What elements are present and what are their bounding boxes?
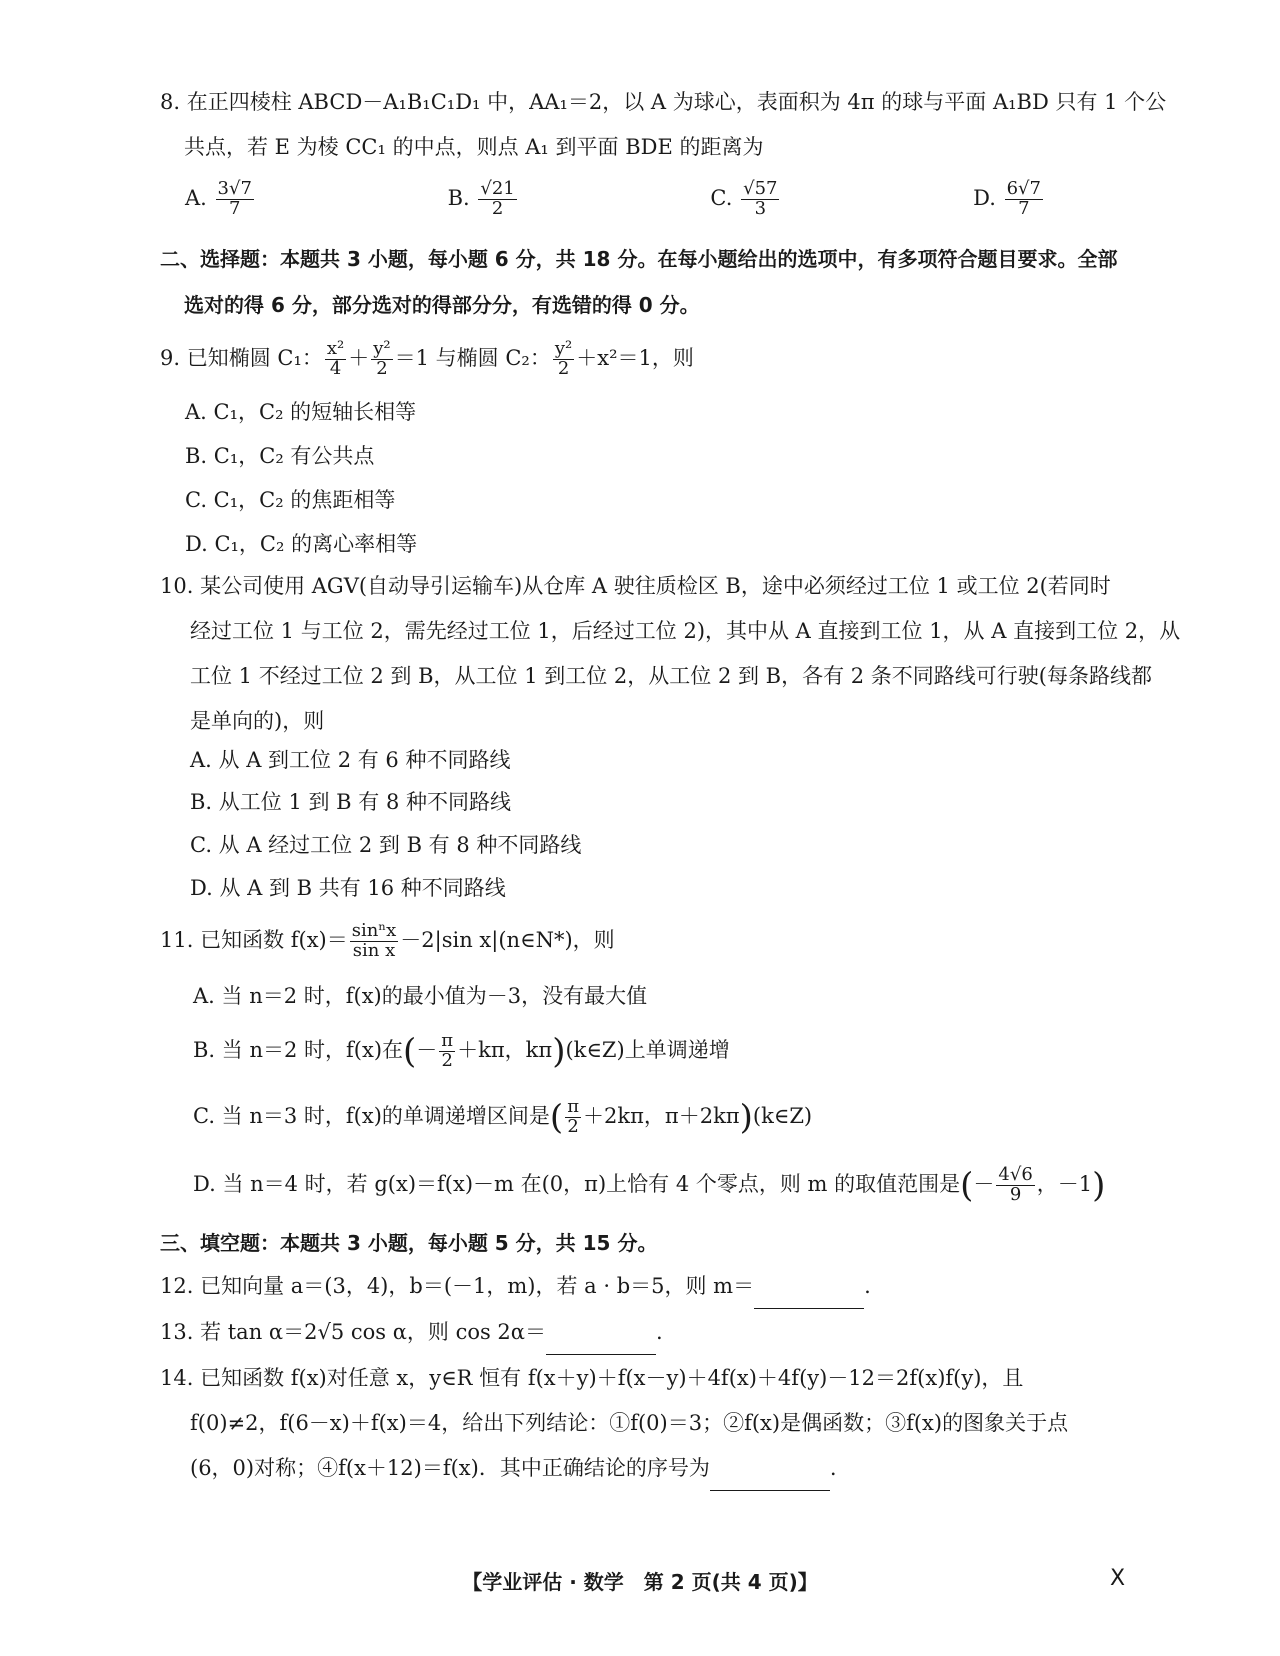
section-3-heading: 三、填空题：本题共 3 小题，每小题 5 分，共 15 分。 — [160, 1231, 658, 1255]
q10-option-a: A. 从 A 到工位 2 有 6 种不同路线 — [190, 748, 511, 772]
q8-options — [185, 180, 1045, 219]
question-9: 9. 已知椭圆 C₁： $\frac{\text{x²}}{4}$ ＋ $\frac{\text{y²}}{2}$ ＝1 与椭圆 C₂： $\frac{\text{y²}}{2}$ ＋x²＝1，则 — [160, 338, 694, 379]
question-12: 12. 已知向量 a＝(3，4)，b＝(－1，m)，若 a · b＝5，则 m＝ . — [160, 1264, 1140, 1309]
q9-option-a: A. C₁，C₂ 的短轴长相等 — [185, 400, 417, 424]
question-8 — [160, 80, 1167, 170]
q9-option-b: B. C₁，C₂ 有公共点 — [185, 444, 375, 468]
q12-answer-blank[interactable] — [754, 1284, 864, 1309]
section-2-heading: 二、选择题：本题共 3 小题，每小题 6 分，共 18 分。在每小题给出的选项中，有多项符合题目要求。全部 选对的得 6 分，部分选对的得部分分，有选错的得 0 分。 — [160, 247, 1118, 317]
q9-option-d: D. C₁，C₂ 的离心率相等 — [185, 532, 418, 556]
page-footer: 【学业评估 · 数学 第 2 页(共 4 页)】 — [462, 1570, 818, 1594]
q11-option-a: A. 当 n＝2 时，f(x)的最小值为－3，没有最大值 — [193, 984, 648, 1008]
q11-option-b: B. 当 n＝2 时，f(x)在(－ $\frac{\pi}{2}$ ＋kπ，kπ)(k∈Z)上单调递增 — [193, 1030, 730, 1072]
q10-option-d: D. 从 A 到 B 共有 16 种不同路线 — [190, 876, 506, 900]
q8-option-d: D. $\frac{6√7}{7}$ — [973, 178, 1041, 219]
question-11: 11. 已知函数 f(x)＝ $\frac{\text{sinⁿx}}{\text{sin x}}$ －2|sin x|(n∈N*)，则 — [160, 920, 615, 961]
q14-answer-blank[interactable] — [710, 1466, 830, 1491]
q13-answer-blank[interactable] — [546, 1330, 656, 1355]
q9-option-c: C. C₁，C₂ 的焦距相等 — [185, 488, 396, 512]
q11-option-c: C. 当 n＝3 时，f(x)的单调递增区间是( $\frac{\pi}{2}$ ＋2kπ，π＋2kπ)(k∈Z) — [193, 1096, 813, 1138]
question-14: 14. 已知函数 f(x)对任意 x，y∈R 恒有 f(x＋y)＋f(x－y)＋4f(x)＋4f(y)－12＝2f(x)f(y)，且 f(0)≠2，f(6－x)＋f(x)＝4，给出下列结论：①f(0)＝3；②f(x)是偶函数；③f(x)的图象关于点 (6，0)对称；④f(x＋12)＝f(x)．其中正确结论的序号为 . — [160, 1356, 1140, 1491]
footer-version-mark: X — [1110, 1566, 1126, 1591]
q8-option-b: B. $\frac{√21}{2}$ — [447, 178, 515, 219]
q8-line1: 8. 在正四棱柱 ABCD－A₁B₁C₁D₁ 中，AA₁＝2，以 A 为球心，表面积为 4π 的球与平面 A₁BD 只有 1 个公 — [160, 90, 1167, 114]
q8-option-c: C. $\frac{√57}{3}$ — [710, 178, 778, 219]
q11-option-d: D. 当 n＝4 时，若 g(x)＝f(x)－m 在(0，π)上恰有 4 个零点，则 m 的取值范围是(－ $\frac{4√6}{9}$ ，－1) — [193, 1164, 1106, 1206]
q10-option-c: C. 从 A 经过工位 2 到 B 有 8 种不同路线 — [190, 833, 582, 857]
q8-line2: 共点，若 E 为棱 CC₁ 的中点，则点 A₁ 到平面 BDE 的距离为 — [184, 135, 764, 159]
question-13: 13. 若 tan α＝2√5 cos α，则 cos 2α＝ . — [160, 1310, 1140, 1355]
question-10: 10. 某公司使用 AGV(自动导引运输车)从仓库 A 驶往质检区 B，途中必须经过工位 1 或工位 2(若同时 经过工位 1 与工位 2，需先经过工位 1，后经过工位 2)，其中从 A 直接到工位 1，从 A 直接到工位 2，从 工位 1 不经过工位 2 到 B，从工位 1 到工位 2，从工位 2 到 B，各有 2 条不同路线可行驶(每条路线都 是单向的)，则 — [160, 574, 1181, 733]
q10-option-b: B. 从工位 1 到 B 有 8 种不同路线 — [190, 790, 511, 814]
q8-option-a: A. $\frac{3√7}{7}$ — [185, 178, 252, 219]
